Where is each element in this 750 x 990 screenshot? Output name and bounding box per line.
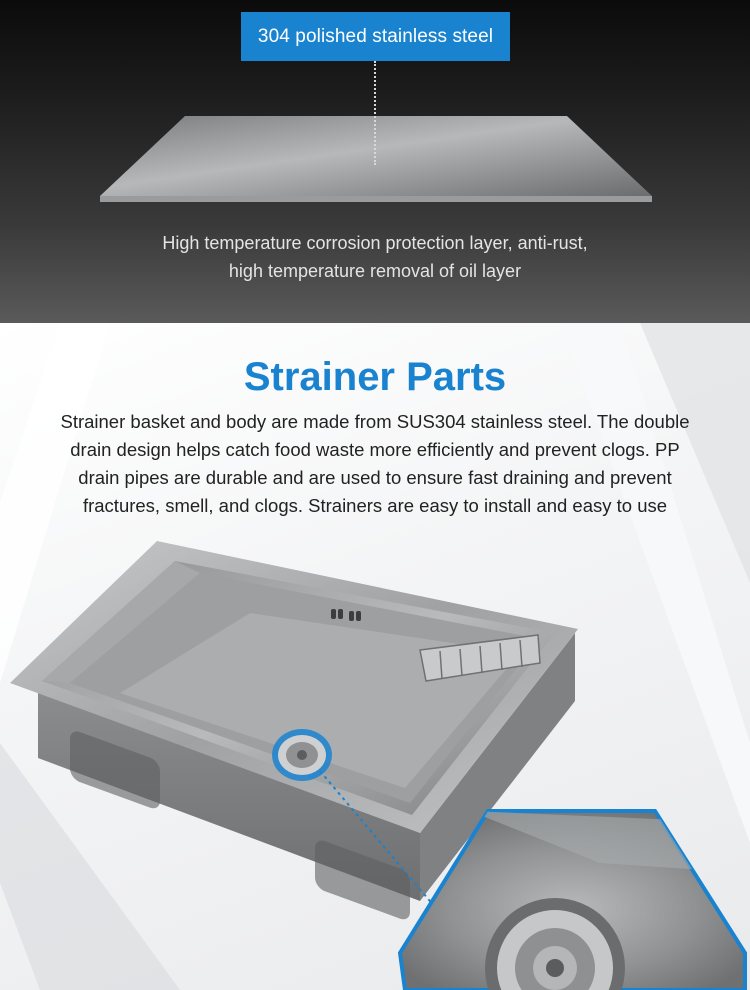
coating-description — [0, 229, 750, 285]
description-line-1: Strainer basket and body are made from SUS304 stainless steel. The double — [60, 411, 690, 432]
leader-line — [374, 61, 376, 165]
sink-image — [0, 533, 750, 990]
material-tag: 304 polished stainless steel — [241, 12, 510, 61]
coating-line-2: high temperature removal of oil layer — [228, 261, 522, 281]
material-banner — [0, 0, 750, 323]
strainer-section — [0, 323, 750, 990]
description-line-3: drain pipes are durable and are used to ensure fast draining and prevent — [78, 467, 672, 488]
strainer-description — [20, 408, 730, 520]
steel-plate-image — [100, 116, 652, 202]
coating-line-1: High temperature corrosion protection layer, anti-rust, — [162, 233, 588, 253]
description-line-2: drain design helps catch food waste more efficiently and prevent clogs. PP — [70, 439, 680, 460]
drain-strainer-image — [272, 729, 332, 781]
section-title: Strainer Parts — [243, 355, 507, 399]
description-line-4: fractures, smell, and clogs. Strainers are easy to install and easy to use — [82, 495, 668, 516]
